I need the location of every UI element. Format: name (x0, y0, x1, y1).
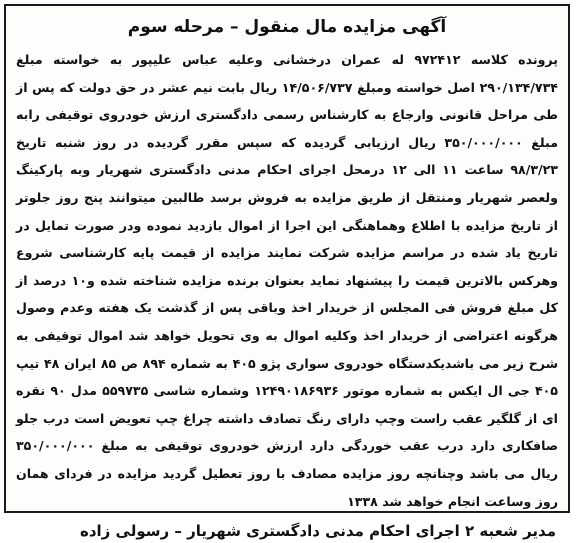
notice-title: آگهی مزایده مال منقول – مرحله سوم (127, 17, 447, 37)
auction-notice (4, 4, 570, 541)
notice-signature: مدیر شعبه ۲ اجرای احکام مدنی دادگستری شهریار – رسولی زاده (79, 522, 556, 541)
notice-body: پرونده کلاسه ۹۷۲۴۱۲ له عمران درخشانی وعلیه عباس علیپور به خواسته مبلغ ۲۹۰/۱۳۴/۷۳۴ اصل خواسته ومبلغ ۱۴/۵۰۶/۷۳۷ ریال بابت نیم عشر در حق دولت که پس از طی مراحل قانونی وارجاع به کارشناس رسمی دادگستری ارزش خودروی توقیفی رابه مبلغ ۳۵۰/۰۰۰/۰۰۰ ریال ارزیابی گردیده که سپس مقرر گردیده در روز شنبه تاریخ ۹۸/۳/۲۳ ساعت ۱۱ الی ۱۲ درمحل اجرای احکام مدنی دادگستری شهریار وبه پارکینگ ولعصر شهریار ومنتقل از طریق مزایده به فروش برسد طالبین میتوانند پنج روز جلوتر از تاریخ مزایده با اطلاع وهماهنگی این اجرا از اموال بازدید نموده ودر صورت تمایل در تاریخ یاد شده در مراسم مزایده شرکت نمایند مزایده از قیمت پایه کارشناسی شروع وهرکس بالاترین قیمت را پیشنهاد نماید بعنوان برنده مزایده شناخته شده و۱۰ درصد از کل مبلغ فروش فی المجلس از خریدار اخذ وباقی پس از گذشت یک هفته وعدم وصول هرگونه اعتراضی از خریدار اخذ وکلیه اموال به وی تحویل خواهد شد اموال توقیفی به شرح زیر می باشدیکدستگاه خودروی سواری پژو ۴۰۵ به شماره ۸۹۴ ص ۸۵ ایران ۴۸ تیپ ۴۰۵ جی ال ایکس به شماره موتور ۱۲۴۹۰۱۸۶۹۳۶ وشماره شاسی ۵۵۹۷۳۵ مدل ۹۰ نقره ای از گلگیر عقب راست وچپ دارای رنگ تصادف داشته چراغ چپ تعویض است درب جلو صافکاری دارد درب عقب خوردگی دارد ارزش خودروی توقیفی به مبلغ ۳۵۰/۰۰۰/۰۰۰ ریال می باشد وچنانچه روز مزایده مصادف با روز تعطیل گردید مزایده در فردای همان روز وساعت انجام خواهد شد ۱۳۳۸ (16, 52, 559, 509)
